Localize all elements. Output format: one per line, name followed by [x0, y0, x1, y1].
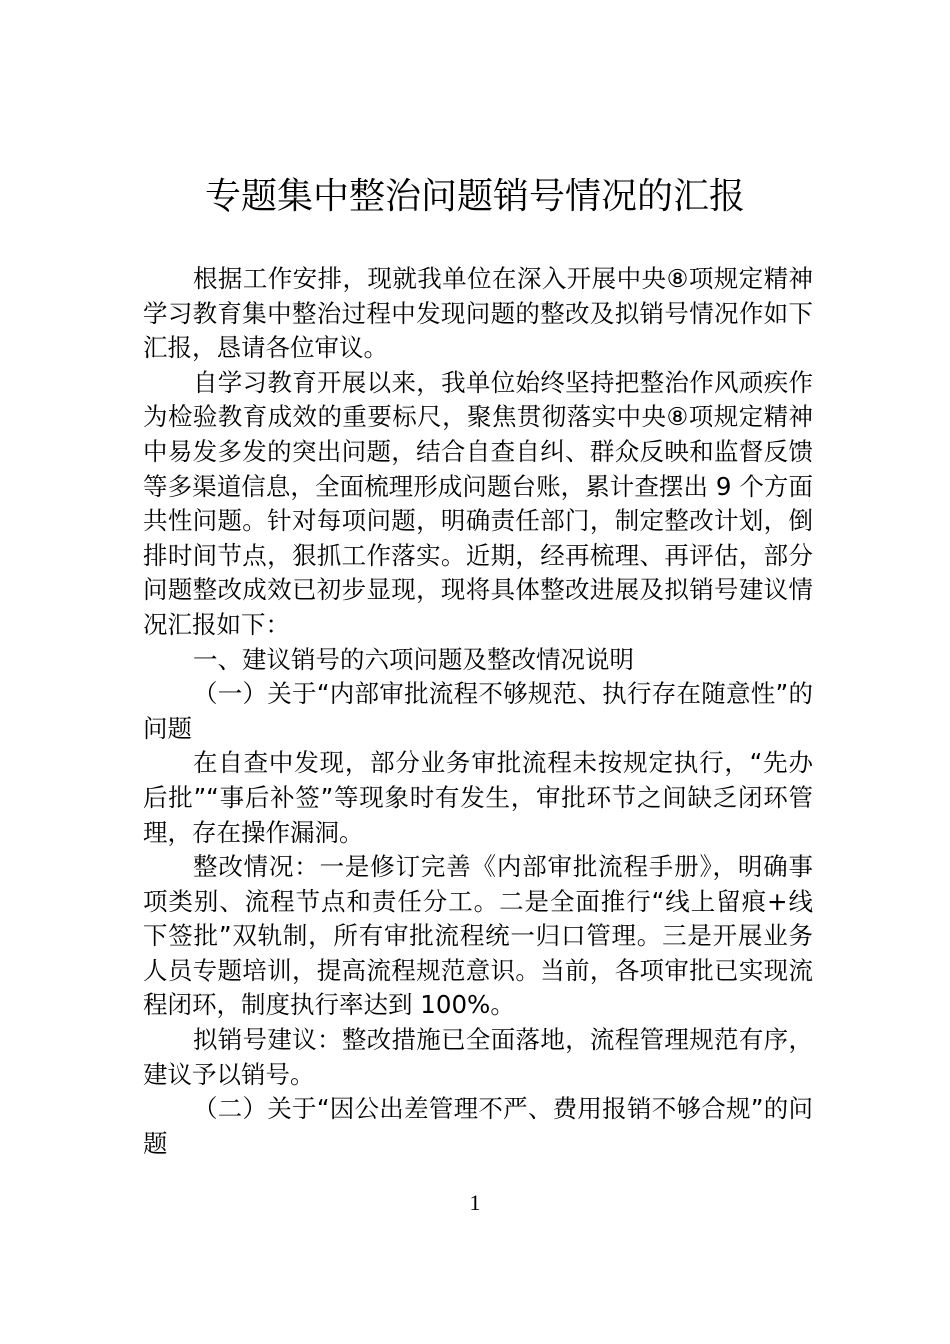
subsection-heading: （二）关于“因公出差管理不严、费用报销不够合规”的问题: [143, 1094, 813, 1158]
document-body: [143, 262, 813, 1161]
page-title: 专题集中整治问题销号情况的汇报: [204, 176, 745, 217]
problem-description: 在自查中发现，部分业务审批流程未按规定执行，“先办后批”“事后补签”等现象时有发生，审批环节之间缺乏闭环管理，存在操作漏洞。: [143, 748, 813, 847]
page-number: 1: [469, 1190, 481, 1215]
rectification-paragraph: 整改情况：一是修订完善《内部审批流程手册》，明确事项类别、流程节点和责任分工。二是全面推行“线上留痕+线下签批”双轨制，所有审批流程统一归口管理。三是开展业务人员专题培训，提高流程规范意识。当前，各项审批已实现流程闭环，制度执行率达到 100%。: [143, 852, 813, 1020]
intro-paragraph: 根据工作安排，现就我单位在深入开展中央⑧项规定精神学习教育集中整治过程中发现问题的整改及拟销号情况作如下汇报，恳请各位审议。: [143, 264, 813, 363]
background-paragraph: 自学习教育开展以来，我单位始终坚持把整治作风顽疾作为检验教育成效的重要标尺，聚焦贯彻落实中央⑧项规定精神中易发多发的突出问题，结合自查自纠、群众反映和监督反馈等多渠道信息，全面梳理形成问题台账，累计查摆出 9 个方面共性问题。针对每项问题，明确责任部门，制定整改计划，倒排时间节点，狠抓工作落实。近期，经再梳理、再评估，部分问题整改成效已初步显现，现将具体整改进展及拟销号建议情况汇报如下：: [143, 367, 813, 639]
section-heading: 一、建议销号的六项问题及整改情况说明: [193, 644, 634, 674]
closure-suggestion: 拟销号建议：整改措施已全面落地，流程管理规范有序，建议予以销号。: [143, 1025, 813, 1089]
subsection-heading: （一）关于“内部审批流程不够规范、执行存在随意性”的问题: [143, 679, 813, 743]
